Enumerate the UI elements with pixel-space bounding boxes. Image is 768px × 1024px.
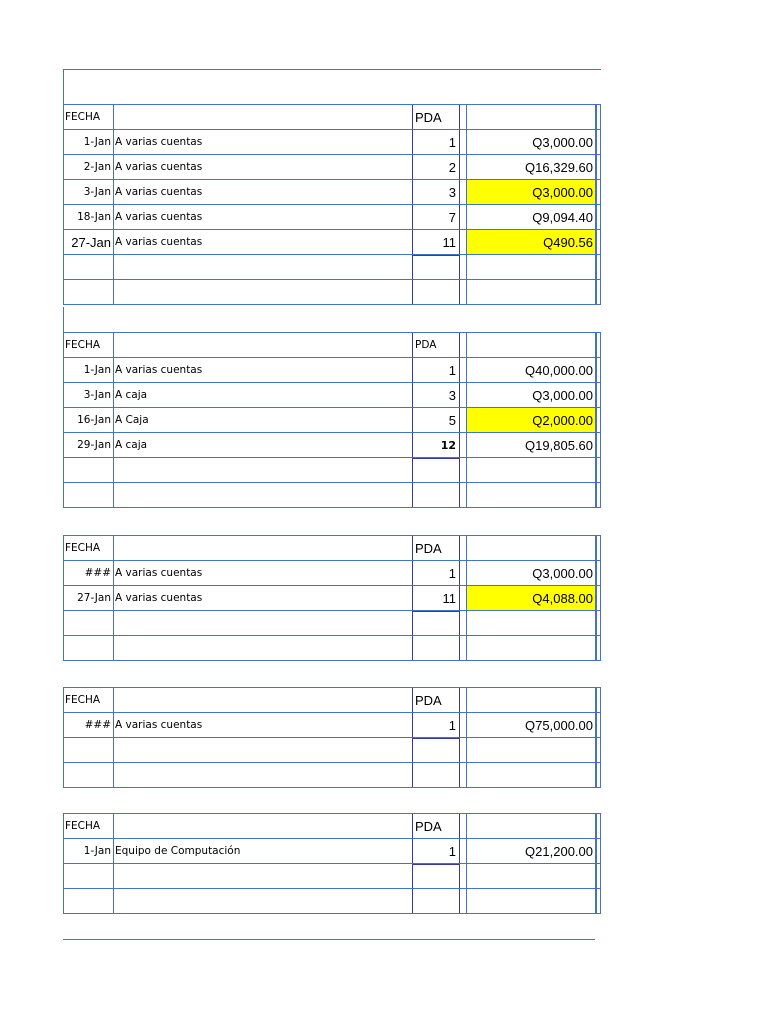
fecha-cell [63,738,113,762]
empty-row [63,483,601,508]
header-amount [466,333,596,357]
header-fecha: FECHA [63,333,113,357]
edge-cell [596,864,601,888]
header-desc [113,688,412,712]
fecha-cell: 29-Jan [63,433,113,457]
edge-cell [596,763,601,787]
header-edge [596,814,601,838]
amount-cell [466,636,596,660]
amount-cell [466,483,596,507]
pda-cell [412,738,459,762]
ledger-section-1 [63,104,601,305]
header-fecha: FECHA [63,688,113,712]
edge-cell [596,636,601,660]
empty-row [63,889,601,914]
fecha-cell: 3-Jan [63,383,113,407]
pda-cell [412,889,459,913]
fecha-cell: 27-Jan [63,586,113,610]
header-pda: PDA [412,688,459,712]
pda-cell: 7 [412,205,459,229]
fecha-cell [63,483,113,507]
pda-cell [412,611,459,635]
edge-cell [596,611,601,635]
edge-cell [596,205,601,229]
table-row [63,205,601,230]
desc-cell [113,255,412,279]
edge-cell [596,408,601,432]
empty-row [63,636,601,661]
table-row [63,358,601,383]
desc-cell: A caja [113,383,412,407]
amount-cell [466,458,596,482]
fecha-cell [63,864,113,888]
amount-cell: Q21,200.00 [466,839,596,863]
fecha-cell [63,763,113,787]
header-gap [459,536,466,560]
header-desc [113,333,412,357]
pda-cell: 3 [412,180,459,204]
table-row [63,561,601,586]
edge-cell [596,255,601,279]
table-row [63,408,601,433]
pda-cell: 1 [412,358,459,382]
fecha-cell: 3-Jan [63,180,113,204]
desc-cell [113,763,412,787]
header-pda: PDA [412,814,459,838]
edge-cell [596,230,601,254]
desc-cell: A varias cuentas [113,561,412,585]
desc-cell: A varias cuentas [113,230,412,254]
fecha-cell: 1-Jan [63,358,113,382]
fecha-cell: 27-Jan [63,230,113,254]
gap-cell [459,433,466,457]
edge-cell [596,280,601,304]
gap-cell [459,889,466,913]
gap-cell [459,483,466,507]
header-edge [596,536,601,560]
pda-cell: 5 [412,408,459,432]
desc-cell [113,483,412,507]
gap-cell [459,383,466,407]
fecha-cell: ### [63,561,113,585]
header-edge [596,688,601,712]
amount-cell: Q75,000.00 [466,713,596,737]
desc-cell: A varias cuentas [113,586,412,610]
pda-cell [412,636,459,660]
fecha-cell [63,611,113,635]
header-row [63,814,601,839]
desc-cell: A caja [113,433,412,457]
header-amount [466,814,596,838]
pda-cell [412,763,459,787]
edge-cell [596,358,601,382]
edge-cell [596,839,601,863]
header-row [63,536,601,561]
edge-cell [596,586,601,610]
header-amount [466,688,596,712]
desc-cell [113,738,412,762]
edge-cell [596,713,601,737]
pda-cell: 1 [412,839,459,863]
table-row [63,713,601,738]
header-fecha: FECHA [63,105,113,129]
bottom-rule [63,939,595,940]
desc-cell [113,864,412,888]
desc-cell: A Caja [113,408,412,432]
desc-cell [113,889,412,913]
edge-cell [596,458,601,482]
gap-cell [459,255,466,279]
header-pda: PDA [412,333,459,357]
header-row [63,333,601,358]
desc-cell: A varias cuentas [113,155,412,179]
ledger-section-3 [63,535,601,661]
amount-cell-highlighted: Q2,000.00 [466,408,596,432]
amount-cell [466,280,596,304]
desc-cell: A varias cuentas [113,180,412,204]
amount-cell: Q16,329.60 [466,155,596,179]
amount-cell: Q19,805.60 [466,433,596,457]
amount-cell [466,889,596,913]
pda-cell: 11 [412,586,459,610]
amount-cell-highlighted: Q4,088.00 [466,586,596,610]
empty-row [63,738,601,763]
gap-cell [459,155,466,179]
empty-row [63,255,601,280]
gap-cell [459,408,466,432]
desc-cell: A varias cuentas [113,130,412,154]
fecha-cell: 1-Jan [63,839,113,863]
header-gap [459,814,466,838]
amount-cell [466,738,596,762]
amount-cell [466,763,596,787]
desc-cell [113,280,412,304]
header-fecha: FECHA [63,536,113,560]
top-rule-left [63,69,64,104]
pda-cell: 1 [412,561,459,585]
amount-cell: Q3,000.00 [466,561,596,585]
gap-cell [459,839,466,863]
desc-cell: A varias cuentas [113,205,412,229]
header-amount [466,536,596,560]
gap-cell [459,864,466,888]
empty-row [63,864,601,889]
gap-cell [459,586,466,610]
header-desc [113,814,412,838]
header-row [63,688,601,713]
pda-cell: 3 [412,383,459,407]
pda-cell [412,458,459,482]
amount-cell: Q3,000.00 [466,383,596,407]
gap-cell [459,358,466,382]
fecha-cell [63,636,113,660]
header-edge [596,105,601,129]
table-row [63,383,601,408]
fecha-cell: 2-Jan [63,155,113,179]
fecha-cell: 1-Jan [63,130,113,154]
gap-cell [459,205,466,229]
edge-cell [596,130,601,154]
edge-cell [596,561,601,585]
empty-row [63,458,601,483]
header-gap [459,688,466,712]
pda-cell: 11 [412,230,459,254]
header-edge [596,333,601,357]
pda-cell [412,280,459,304]
gap-cell [459,636,466,660]
pda-cell: 1 [412,130,459,154]
amount-cell [466,864,596,888]
header-pda: PDA [412,105,459,129]
amount-cell-highlighted: Q3,000.00 [466,180,596,204]
gap-cell [459,763,466,787]
amount-cell [466,611,596,635]
table-row [63,839,601,864]
fecha-cell [63,889,113,913]
amount-cell [466,255,596,279]
amount-cell: Q3,000.00 [466,130,596,154]
header-amount [466,105,596,129]
spacer-left [63,307,64,332]
edge-cell [596,483,601,507]
empty-row [63,763,601,788]
table-row [63,433,601,458]
top-rule [63,69,601,70]
desc-cell: A varias cuentas [113,358,412,382]
amount-cell-highlighted: Q490.56 [466,230,596,254]
gap-cell [459,130,466,154]
amount-cell: Q9,094.40 [466,205,596,229]
desc-cell [113,611,412,635]
gap-cell [459,180,466,204]
edge-cell [596,889,601,913]
gap-cell [459,230,466,254]
gap-cell [459,561,466,585]
pda-cell: 1 [412,713,459,737]
fecha-cell [63,255,113,279]
edge-cell [596,433,601,457]
fecha-cell: 16-Jan [63,408,113,432]
header-gap [459,105,466,129]
desc-cell [113,636,412,660]
table-row [63,230,601,255]
header-desc [113,105,412,129]
ledger-section-5 [63,813,601,914]
desc-cell: A varias cuentas [113,713,412,737]
gap-cell [459,611,466,635]
pda-cell: 2 [412,155,459,179]
desc-cell: Equipo de Computación [113,839,412,863]
header-desc [113,536,412,560]
empty-row [63,280,601,305]
header-pda: PDA [412,536,459,560]
ledger-section-4 [63,687,601,788]
edge-cell [596,180,601,204]
pda-cell: 12 [412,433,459,457]
fecha-cell: 18-Jan [63,205,113,229]
pda-cell [412,864,459,888]
header-row [63,105,601,130]
header-gap [459,333,466,357]
gap-cell [459,280,466,304]
fecha-cell: ### [63,713,113,737]
ledger-section-2 [63,332,601,508]
table-row [63,586,601,611]
header-fecha: FECHA [63,814,113,838]
table-row [63,155,601,180]
gap-cell [459,713,466,737]
gap-cell [459,458,466,482]
table-row [63,130,601,155]
edge-cell [596,383,601,407]
table-row [63,180,601,205]
desc-cell [113,458,412,482]
empty-row [63,611,601,636]
amount-cell: Q40,000.00 [466,358,596,382]
pda-cell [412,255,459,279]
fecha-cell [63,280,113,304]
fecha-cell [63,458,113,482]
edge-cell [596,155,601,179]
pda-cell [412,483,459,507]
gap-cell [459,738,466,762]
edge-cell [596,738,601,762]
